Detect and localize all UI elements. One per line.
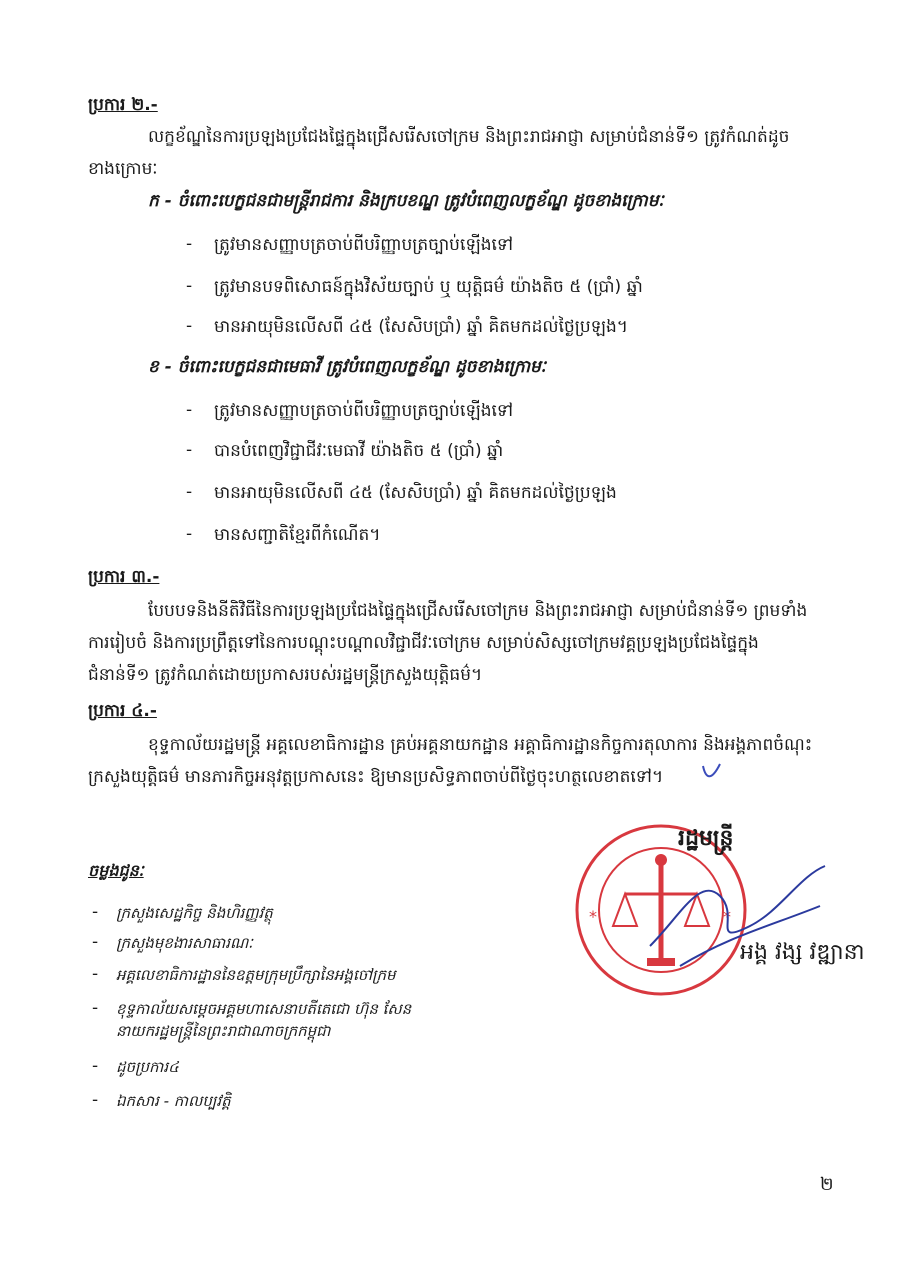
bullet-dash: - [186, 234, 193, 254]
section-a-item-1: ត្រូវមានសញ្ញាបត្រចាប់ពីបរិញ្ញាបត្រច្បាប់ឡើងទៅ [214, 235, 514, 255]
article-4-line2: ក្រសួងយុត្តិធម៌ មានភារកិច្ចអនុវត្តប្រកាសនេះ ឱ្យមានប្រសិទ្ធភាពចាប់ពីថ្ងៃចុះហត្ថលេខាតទៅ។ [88, 767, 664, 787]
bullet-dash: - [186, 440, 193, 460]
article-4-line1: ខុទ្ទកាល័យរដ្ឋមន្ត្រី អគ្គលេខាធិការដ្ឋាន គ្រប់អគ្គនាយកដ្ឋាន អគ្គាធិការដ្ឋានកិច្ចការតុលាការ និងអង្គភាពចំណុះ [148, 735, 813, 755]
initial-mark-icon [700, 760, 724, 784]
bullet-dash: - [92, 964, 99, 984]
section-b-item-2: បានបំពេញវិជ្ជាជីវៈមេធាវី យ៉ាងតិច ៥ (ប្រាំ) ឆ្នាំ [214, 441, 504, 461]
article-2-heading: ប្រការ ២.- [88, 95, 158, 115]
signatory-name: អង្គ វង្ស វឌ្ឍានា [740, 940, 865, 965]
section-b-heading: ខ - ចំពោះបេក្ខជនជាមេធាវី ត្រូវបំពេញលក្ខខ័ណ្ឌ ដូចខាងក្រោមៈ [148, 357, 546, 377]
page-number: ២ [820, 1174, 834, 1195]
article-2-intro-line2: ខាងក្រោមៈ [88, 159, 158, 179]
article-3-line1: បែបបទនិងនីតិវិធីនៃការប្រឡងប្រជែងផ្ទៃក្នុងជ្រើសរើសចៅក្រម និងព្រះរាជអាជ្ញា សម្រាប់ជំនាន់ទី១ ព្រមទាំង [148, 601, 808, 621]
section-a-heading: ក - ចំពោះបេក្ខជនជាមន្ត្រីរាជការ និងក្របខណ្ឌ ត្រូវបំពេញលក្ខខ័ណ្ឌ ដូចខាងក្រោមៈ [148, 191, 664, 211]
section-b-item-3: មានអាយុមិនលើសពី ៤៥ (សែសិបប្រាំ) ឆ្នាំ គិតមកដល់ថ្ងៃប្រឡង [214, 483, 617, 503]
copies-item-6: ឯកសារ - កាលប្បវត្តិ [116, 1092, 231, 1110]
bullet-dash: - [186, 316, 193, 336]
bullet-dash: - [186, 524, 193, 544]
copies-item-1: ក្រសួងសេដ្ឋកិច្ច និងហិរញ្ញវត្ថុ [116, 904, 273, 922]
article-3-line3: ជំនាន់ទី១ ត្រូវកំណត់ដោយប្រកាសរបស់រដ្ឋមន្ត្រីក្រសួងយុត្តិធម៌។ [88, 665, 483, 685]
copies-item-4: ខុទ្ទកាល័យសម្តេចអគ្គមហាសេនាបតីតេជោ ហ៊ុន សែន [116, 1000, 412, 1018]
copies-heading: ចម្លងជូនៈ [88, 861, 144, 880]
signature-title: រដ្ឋមន្ត្រី [678, 826, 734, 851]
svg-text:*: * [723, 907, 731, 926]
article-3-line2: ការរៀបចំ និងការប្រព្រឹត្តទៅនៃការបណ្តុះបណ្តាលវិជ្ជាជីវៈចៅក្រម សម្រាប់សិស្សចៅក្រមវគ្គប្រឡងប្រជែងផ្ទៃក្នុង [88, 633, 759, 653]
article-3-heading: ប្រការ ៣.- [88, 567, 160, 587]
svg-text:*: * [589, 907, 597, 926]
bullet-dash: - [92, 902, 99, 922]
bullet-dash: - [186, 276, 193, 296]
bullet-dash: - [186, 400, 193, 420]
copies-item-5: ដូចប្រការ៤ [116, 1058, 179, 1076]
bullet-dash: - [92, 1056, 99, 1076]
article-2-intro-line1: លក្ខខ័ណ្ឌនៃការប្រឡងប្រជែងផ្ទៃក្នុងជ្រើសរើសចៅក្រម និងព្រះរាជអាជ្ញា សម្រាប់ជំនាន់ទី១ ត្រូវកំណត់ដូច [148, 127, 790, 147]
bullet-dash: - [92, 998, 99, 1018]
bullet-dash: - [186, 482, 193, 502]
copies-item-4-line2: នាយករដ្ឋមន្ត្រីនៃព្រះរាជាណាចក្រកម្ពុជា [116, 1022, 331, 1040]
section-a-item-2: ត្រូវមានបទពិសោធន៍ក្នុងវិស័យច្បាប់ ឬ យុត្តិធម៌ យ៉ាងតិច ៥ (ប្រាំ) ឆ្នាំ [214, 277, 643, 297]
section-b-item-1: ត្រូវមានសញ្ញាបត្រចាប់ពីបរិញ្ញាបត្រច្បាប់ឡើងទៅ [214, 401, 514, 421]
article-4-heading: ប្រការ ៤.- [88, 701, 157, 721]
copies-item-3: អគ្គលេខាធិការដ្ឋាននៃឧត្តមក្រុមប្រឹក្សានៃអង្គចៅក្រម [116, 966, 396, 984]
bullet-dash: - [92, 932, 99, 952]
copies-item-2: ក្រសួងមុខងារសាធារណៈ [116, 934, 253, 952]
section-b-item-4: មានសញ្ជាតិខ្មែរពីកំណើត។ [214, 525, 381, 545]
bullet-dash: - [92, 1090, 99, 1110]
section-a-item-3: មានអាយុមិនលើសពី ៤៥ (សែសិបប្រាំ) ឆ្នាំ គិតមកដល់ថ្ងៃប្រឡង។ [214, 317, 628, 337]
